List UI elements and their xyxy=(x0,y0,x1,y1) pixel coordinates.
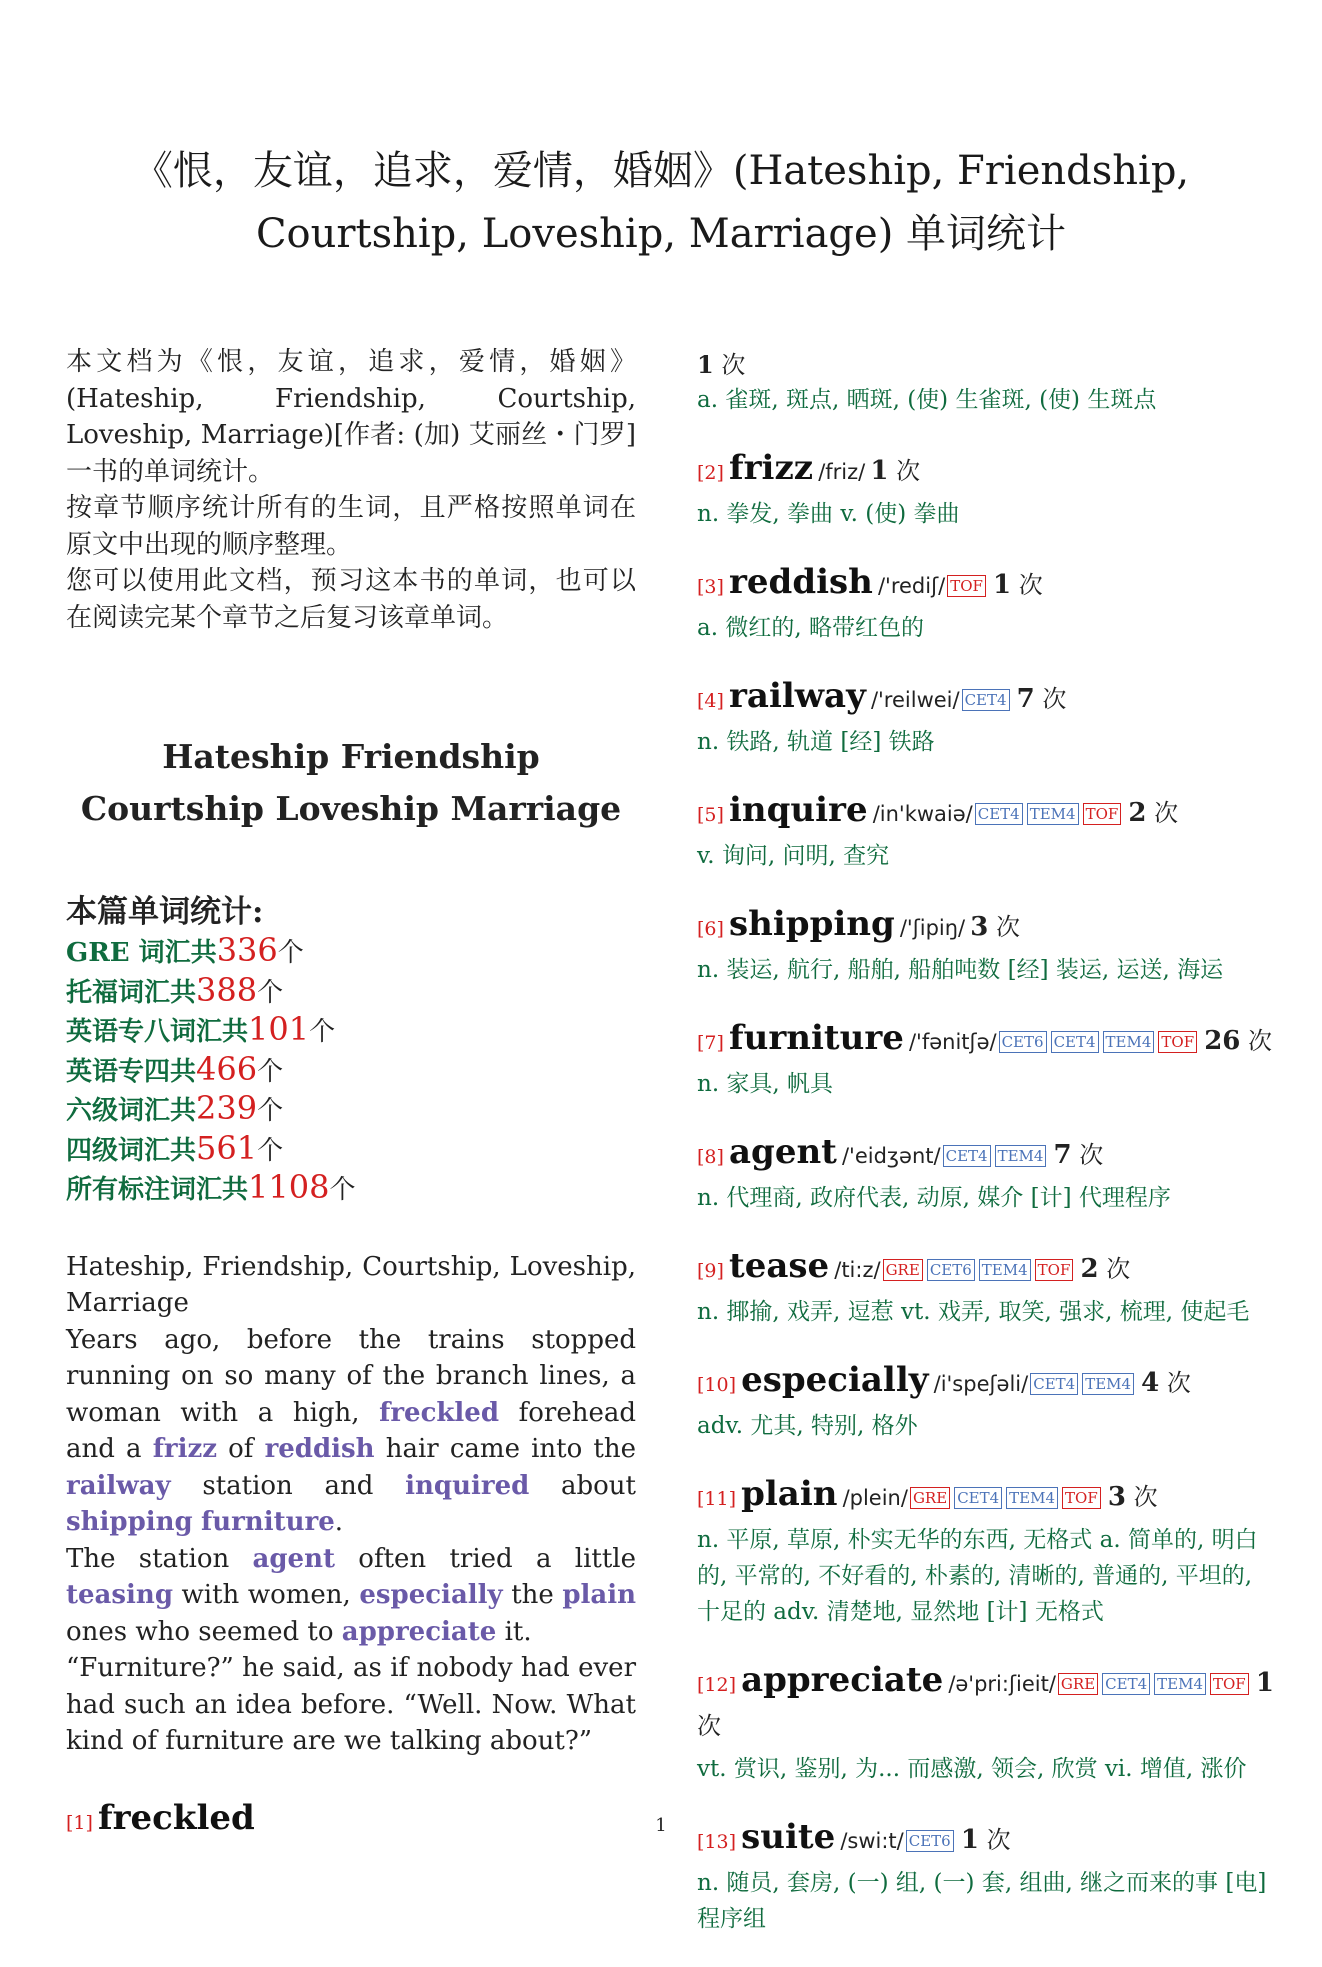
stat-label: 英语专八词汇共 xyxy=(66,1017,249,1047)
entry-count-line xyxy=(1080,1255,1130,1283)
entry-word: agent xyxy=(729,1132,837,1172)
count-suffix: 次 xyxy=(1106,1255,1131,1283)
count-suffix: 次 xyxy=(1042,685,1067,713)
stat-cet6 xyxy=(66,1090,636,1130)
level-tag: CET6 xyxy=(906,1830,954,1852)
vocab-entry-1-continued xyxy=(697,350,1277,418)
entry-definition: n. 装运, 航行, 船舶, 船舶吨数 [经] 装运, 运送, 海运 xyxy=(697,957,1224,983)
entry-count-line xyxy=(970,913,1020,941)
entry-word: freckled xyxy=(98,1797,255,1838)
story-text: forehead and a xyxy=(66,1397,636,1464)
count-suffix: 次 xyxy=(986,1826,1011,1854)
level-tag: TOF xyxy=(947,575,986,597)
level-tag: CET6 xyxy=(999,1031,1047,1053)
stat-cet4 xyxy=(66,1130,636,1170)
vocab-entry xyxy=(697,1660,1277,1787)
highlighted-word: teasing xyxy=(66,1580,173,1610)
count-suffix: 次 xyxy=(1079,1141,1104,1169)
story-text: station and xyxy=(170,1470,406,1501)
entry-index: [4] xyxy=(697,690,724,712)
entry-word: suite xyxy=(741,1817,836,1857)
entry-count: 3 xyxy=(970,912,989,942)
story-text: Years ago, before the trains stopped running on so many of the branch lines, a woman with a high, xyxy=(66,1324,636,1428)
highlighted-word: inquired xyxy=(405,1470,530,1501)
stat-unit: 个 xyxy=(257,977,284,1008)
entry-head xyxy=(697,1660,1277,1749)
intro-paragraph: 您可以使用此文档，预习这本书的单词，也可以在阅读完某个章节之后复习该章单词。 xyxy=(66,566,636,633)
story-paragraph-3: “Furniture?” he said, as if nobody had ever had such an idea before. “Well. Now. What kind of furniture are we talking about?” xyxy=(66,1653,636,1756)
entry-count-line xyxy=(993,571,1043,599)
stat-count: 336 xyxy=(216,931,278,969)
entry-count-line xyxy=(1204,1027,1272,1055)
stat-tem8 xyxy=(66,1011,636,1051)
entry-count-line xyxy=(1017,685,1067,713)
vocab-entry xyxy=(697,1474,1277,1630)
level-tag: CET4 xyxy=(1102,1673,1150,1695)
stat-label: 托福词汇共 xyxy=(66,977,197,1008)
stat-unit: 个 xyxy=(329,1175,356,1205)
entry-count-line xyxy=(1128,799,1178,827)
entry-phonetic: /ə'pri:ʃieit/ xyxy=(948,1672,1056,1696)
story-text: it. xyxy=(496,1616,532,1647)
entry-count: 7 xyxy=(1016,684,1035,714)
story-excerpt xyxy=(66,1249,636,1760)
vocab-entry xyxy=(697,904,1277,988)
stat-gre xyxy=(66,932,636,972)
entry-count-line xyxy=(870,457,920,485)
count-suffix: 次 xyxy=(896,457,921,485)
entry-definition: n. 揶揄, 戏弄, 逗惹 vt. 戏弄, 取笑, 强求, 梳理, 使起毛 xyxy=(697,1299,1250,1325)
count-suffix: 次 xyxy=(721,351,746,379)
entry-head xyxy=(697,1018,1277,1064)
entry-phonetic: /i'speʃəli/ xyxy=(933,1372,1029,1396)
story-title-line: Hateship, Friendship, Courtship, Loveship, Marriage xyxy=(66,1251,636,1318)
level-tag: CET4 xyxy=(943,1145,991,1167)
entry-head xyxy=(697,1132,1277,1178)
entry-count-line xyxy=(1141,1369,1191,1397)
stat-count: 388 xyxy=(196,970,258,1009)
entry-count: 2 xyxy=(1080,1254,1099,1284)
stat-label: 六级词汇共 xyxy=(66,1096,197,1126)
level-tag: TOF xyxy=(1035,1259,1074,1281)
stat-unit: 个 xyxy=(257,1056,284,1087)
entry-word: reddish xyxy=(729,562,873,602)
level-tag: TEM4 xyxy=(1103,1031,1155,1053)
level-tag: TEM4 xyxy=(979,1259,1031,1281)
level-tag: CET4 xyxy=(962,689,1010,711)
highlighted-word: frizz xyxy=(152,1434,217,1464)
highlighted-word: furniture xyxy=(201,1507,335,1537)
count-suffix: 次 xyxy=(1018,571,1043,599)
story-text: ones who seemed to xyxy=(66,1616,342,1647)
count-suffix: 次 xyxy=(1154,799,1179,827)
entry-phonetic: /plein/ xyxy=(842,1486,908,1510)
count-suffix: 次 xyxy=(995,913,1020,941)
level-tag: TEM4 xyxy=(1027,803,1079,825)
entry-head xyxy=(697,1360,1277,1406)
highlighted-word: railway xyxy=(66,1470,171,1501)
level-tag: TOF xyxy=(1210,1673,1249,1695)
level-tag: TEM4 xyxy=(1154,1673,1206,1695)
entry-index: [8] xyxy=(697,1146,724,1168)
vocab-entry xyxy=(697,1360,1277,1444)
entry-definition: n. 拳发, 拳曲 v. (使) 拳曲 xyxy=(697,501,960,527)
stat-toefl xyxy=(66,972,636,1012)
entry-index: [5] xyxy=(697,804,724,826)
document-title: 《恨，友谊，追求，爱情，婚姻》(Hateship, Friendship, Courtship, Loveship, Marriage) 单词统计 xyxy=(132,148,1190,257)
highlighted-word: freckled xyxy=(379,1397,500,1428)
story-text: of xyxy=(216,1434,265,1464)
stats-heading: 本篇单词统计: xyxy=(66,894,264,930)
stat-unit: 个 xyxy=(277,938,304,968)
stat-label: GRE 词汇共 xyxy=(66,938,217,968)
chapter-title: Hateship Friendship Courtship Loveship Marriage xyxy=(80,737,622,828)
level-tag: CET6 xyxy=(927,1259,975,1281)
vocab-entry xyxy=(697,448,1277,532)
entry-count-line xyxy=(1054,1141,1104,1169)
entry-word: especially xyxy=(741,1360,929,1400)
vocab-entry xyxy=(697,1018,1277,1102)
intro-paragraph: 本文档为《恨，友谊，追求，爱情，婚姻》(Hateship, Friendship, Courtship, Loveship, Marriage)[作者: (加) 艾丽丝・门罗] 一书的单词统计。 xyxy=(66,347,636,487)
stat-count: 466 xyxy=(196,1049,258,1088)
vocab-entry xyxy=(697,562,1277,646)
story-text: hair came into the xyxy=(374,1434,637,1464)
level-tag: TOF xyxy=(1158,1031,1197,1053)
entry-word: appreciate xyxy=(741,1660,944,1700)
entry-definition: n. 随员, 套房, (一) 组, (一) 套, 组曲, 继之而来的事 [电] 程序组 xyxy=(697,1870,1267,1932)
highlighted-word: appreciate xyxy=(341,1616,497,1647)
entry-index: [10] xyxy=(697,1374,737,1396)
highlighted-word: shipping xyxy=(66,1507,193,1537)
entry-head xyxy=(697,1474,1277,1520)
entry-index: [11] xyxy=(697,1488,737,1510)
entry-definition: a. 微红的, 略带红色的 xyxy=(697,615,924,641)
entry-count-line xyxy=(1108,1483,1158,1511)
level-tag: CET4 xyxy=(975,803,1023,825)
left-column xyxy=(66,344,636,1838)
entry-count: 1 xyxy=(870,456,889,486)
story-text: the xyxy=(502,1580,563,1610)
entry-word: shipping xyxy=(729,904,895,944)
entry-definition: n. 铁路, 轨道 [经] 铁路 xyxy=(697,729,935,755)
entry-count: 3 xyxy=(1107,1482,1126,1512)
story-text: about xyxy=(529,1470,636,1501)
vocab-entry xyxy=(697,790,1277,874)
entry-phonetic: /in'kwaiə/ xyxy=(872,802,973,826)
stat-label: 所有标注词汇共 xyxy=(66,1175,249,1205)
stat-unit: 个 xyxy=(257,1096,284,1126)
story-text: . xyxy=(334,1507,344,1537)
entry-index: [9] xyxy=(697,1260,724,1282)
entry-head xyxy=(697,562,1277,608)
entry-count: 2 xyxy=(1128,798,1147,828)
entry-definition: v. 询问, 问明, 查究 xyxy=(697,843,890,869)
right-column xyxy=(697,350,1277,1967)
entry-head xyxy=(697,1246,1277,1292)
stats-list xyxy=(66,932,636,1209)
intro-section xyxy=(66,344,636,636)
entry-count: 4 xyxy=(1141,1368,1160,1398)
page-number: 1 xyxy=(655,1815,667,1836)
entry-phonetic: /'rediʃ/ xyxy=(877,574,946,598)
level-tag: GRE xyxy=(1058,1673,1098,1695)
entry-phonetic: /'reilwei/ xyxy=(870,688,960,712)
stat-count: 561 xyxy=(196,1128,258,1167)
level-tag: TEM4 xyxy=(1082,1373,1134,1395)
stat-tem4 xyxy=(66,1051,636,1091)
count-suffix: 次 xyxy=(1133,1483,1158,1511)
entry-definition: n. 家具, 帆具 xyxy=(697,1071,834,1097)
entry-count: 26 xyxy=(1204,1026,1241,1056)
stat-label: 四级词汇共 xyxy=(66,1135,197,1166)
entry-index: [2] xyxy=(697,462,724,484)
entry-definition: n. 平原, 草原, 朴实无华的东西, 无格式 a. 简单的, 明白的, 平常的, 不好看的, 朴素的, 清晰的, 普通的, 平坦的, 十足的 adv. 清楚地, 显然地 [计] 无格式 xyxy=(697,1527,1258,1625)
entry-definition: a. 雀斑, 斑点, 晒斑, (使) 生雀斑, (使) 生斑点 xyxy=(697,387,1157,413)
level-tag: GRE xyxy=(910,1487,950,1509)
story-paragraph-2 xyxy=(66,1541,636,1651)
level-tag: CET4 xyxy=(1030,1373,1078,1395)
entry-count: 7 xyxy=(1053,1140,1072,1170)
entry-count: 1 xyxy=(1255,1668,1274,1698)
entry-index: [3] xyxy=(697,576,724,598)
entry-count: 1 xyxy=(960,1825,979,1855)
level-tag: TEM4 xyxy=(1006,1487,1058,1509)
entry-word: tease xyxy=(729,1246,830,1286)
entry-count-line xyxy=(697,350,1277,380)
entry-phonetic: /'ʃipiŋ/ xyxy=(899,916,966,940)
entry-definition: adv. 尤其, 特别, 格外 xyxy=(697,1413,918,1439)
entry-word: plain xyxy=(741,1474,838,1514)
level-tag: CET4 xyxy=(1051,1031,1099,1053)
story-text: often tried a little xyxy=(335,1543,636,1574)
entry-word: frizz xyxy=(729,448,814,488)
stat-label: 英语专四共 xyxy=(66,1056,197,1087)
entry-count: 1 xyxy=(993,570,1012,600)
level-tag: GRE xyxy=(883,1259,923,1281)
highlighted-word: plain xyxy=(562,1580,636,1610)
entry-head xyxy=(697,790,1277,836)
entry-index: [12] xyxy=(697,1674,737,1696)
entry-phonetic: /friz/ xyxy=(818,460,866,484)
highlighted-word: agent xyxy=(252,1543,335,1574)
entry-head xyxy=(697,676,1277,722)
vocab-entry-list xyxy=(697,448,1277,1937)
entry-word: inquire xyxy=(729,790,868,830)
entry-phonetic: /'eidʒənt/ xyxy=(841,1144,941,1168)
entry-count: 1 xyxy=(697,350,714,379)
stat-count: 101 xyxy=(248,1010,310,1048)
stat-unit: 个 xyxy=(257,1135,284,1166)
entry-definition: n. 代理商, 政府代表, 动原, 媒介 [计] 代理程序 xyxy=(697,1185,1171,1211)
story-text: with women, xyxy=(173,1580,360,1610)
intro-paragraph: 按章节顺序统计所有的生词，且严格按照单词在原文中出现的顺序整理。 xyxy=(66,493,636,560)
entry-index: [1] xyxy=(66,1811,93,1834)
entry-index: [13] xyxy=(697,1831,737,1853)
entry-word: railway xyxy=(729,676,866,716)
entry-phonetic: /swi:t/ xyxy=(840,1829,904,1853)
vocab-entry xyxy=(697,1246,1277,1330)
count-suffix: 次 xyxy=(1166,1369,1191,1397)
story-text: The station xyxy=(66,1543,253,1574)
stat-unit: 个 xyxy=(309,1017,336,1047)
story-paragraph-1 xyxy=(66,1322,636,1541)
vocab-entry xyxy=(697,676,1277,760)
story-text xyxy=(193,1507,201,1537)
entry-index: [7] xyxy=(697,1032,724,1054)
level-tag: TOF xyxy=(1083,803,1122,825)
entry-phonetic: /'fənitʃə/ xyxy=(908,1030,997,1054)
entry-phonetic: /ti:z/ xyxy=(834,1258,881,1282)
stat-count: 1108 xyxy=(248,1168,330,1206)
count-suffix: 次 xyxy=(1248,1027,1273,1055)
entry-word: furniture xyxy=(729,1018,904,1058)
entry-head xyxy=(697,904,1277,950)
stat-count: 239 xyxy=(196,1089,258,1127)
level-tag: TOF xyxy=(1062,1487,1101,1509)
entry-definition: vt. 赏识, 鉴别, 为... 而感激, 领会, 欣赏 vi. 增值, 涨价 xyxy=(697,1756,1247,1782)
entry-index: [6] xyxy=(697,918,724,940)
highlighted-word: reddish xyxy=(264,1434,375,1464)
highlighted-word: especially xyxy=(359,1580,503,1610)
level-tag: CET4 xyxy=(954,1487,1002,1509)
vocab-entry xyxy=(697,1132,1277,1216)
stat-all xyxy=(66,1169,636,1209)
entry-head xyxy=(697,448,1277,494)
level-tag: TEM4 xyxy=(995,1145,1047,1167)
count-suffix: 次 xyxy=(697,1712,721,1740)
